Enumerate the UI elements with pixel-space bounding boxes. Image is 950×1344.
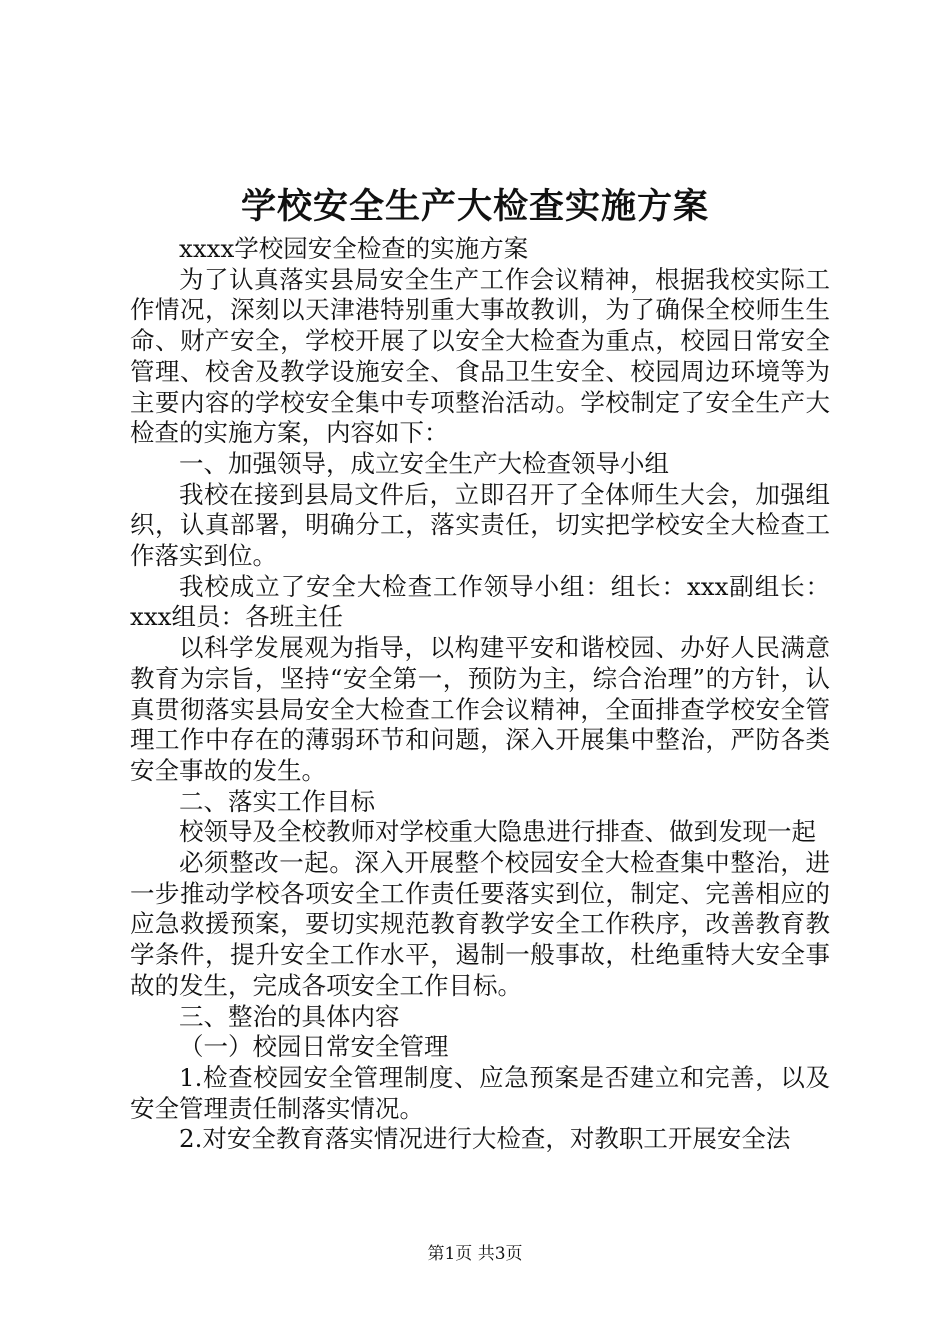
- document-body: [130, 234, 830, 1155]
- page-number-footer: 第1页 共3页: [427, 1244, 523, 1264]
- paragraph-organization: 我校在接到县局文件后，立即召开了全体师生大会，加强组织，认真部署，明确分工，落实责任，切实把学校安全大检查工作落实到位。: [130, 479, 830, 571]
- heading-section-3: 三、整治的具体内容: [179, 1001, 400, 1031]
- document-title: 学校安全生产大检查实施方案: [240, 186, 709, 227]
- paragraph-hazard-inspection: 校领导及全校教师对学校重大隐患进行排查、做到发现一起: [179, 817, 816, 847]
- paragraph-guiding-principle: 以科学发展观为指导，以构建平安和谐校园、办好人民满意教育为宗旨，坚持“安全第一，预防为主，综合治理”的方针，认真贯彻落实县局安全大检查工作会议精神，全面排查学校安全管理工作中存在的薄弱环节和问题，深入开展集中整治，严防各类安全事故的发生。: [130, 633, 830, 785]
- paragraph-rectification: 必须整改一起。深入开展整个校园安全大检查集中整治，进一步推动学校各项安全工作责任要落实到位，制定、完善相应的应急救援预案，要切实规范教育教学安全工作秩序，改善教育教学条件，提升安全工作水平，遏制一般事故，杜绝重特大安全事故的发生，完成各项安全工作目标。: [130, 848, 830, 1000]
- list-item-2: 2.对安全教育落实情况进行大检查，对教职工开展安全法: [179, 1124, 791, 1154]
- paragraph-leadership-group: 我校成立了安全大检查工作领导小组：组长：xxx副组长：xxx组员：各班主任: [130, 571, 830, 632]
- heading-section-2: 二、落实工作目标: [179, 786, 375, 816]
- list-item-1: 1.检查校园安全管理制度、应急预案是否建立和完善，以及安全管理责任制落实情况。: [130, 1062, 830, 1123]
- heading-subsection-1: （一）校园日常安全管理: [179, 1032, 449, 1062]
- paragraph-intro: 为了认真落实县局安全生产工作会议精神，根据我校实际工作情况，深刻以天津港特别重大事故教训，为了确保全校师生生命、财产安全，学校开展了以安全大检查为重点，校园日常安全管理、校舍及教学设施安全、食品卫生安全、校园周边环境等为主要内容的学校安全集中专项整治活动。学校制定了安全生产大检查的实施方案，内容如下：: [130, 264, 830, 448]
- heading-section-1: 一、加强领导，成立安全生产大检查领导小组: [179, 448, 669, 478]
- paragraph-subtitle: xxxx学校园安全检查的实施方案: [179, 234, 529, 263]
